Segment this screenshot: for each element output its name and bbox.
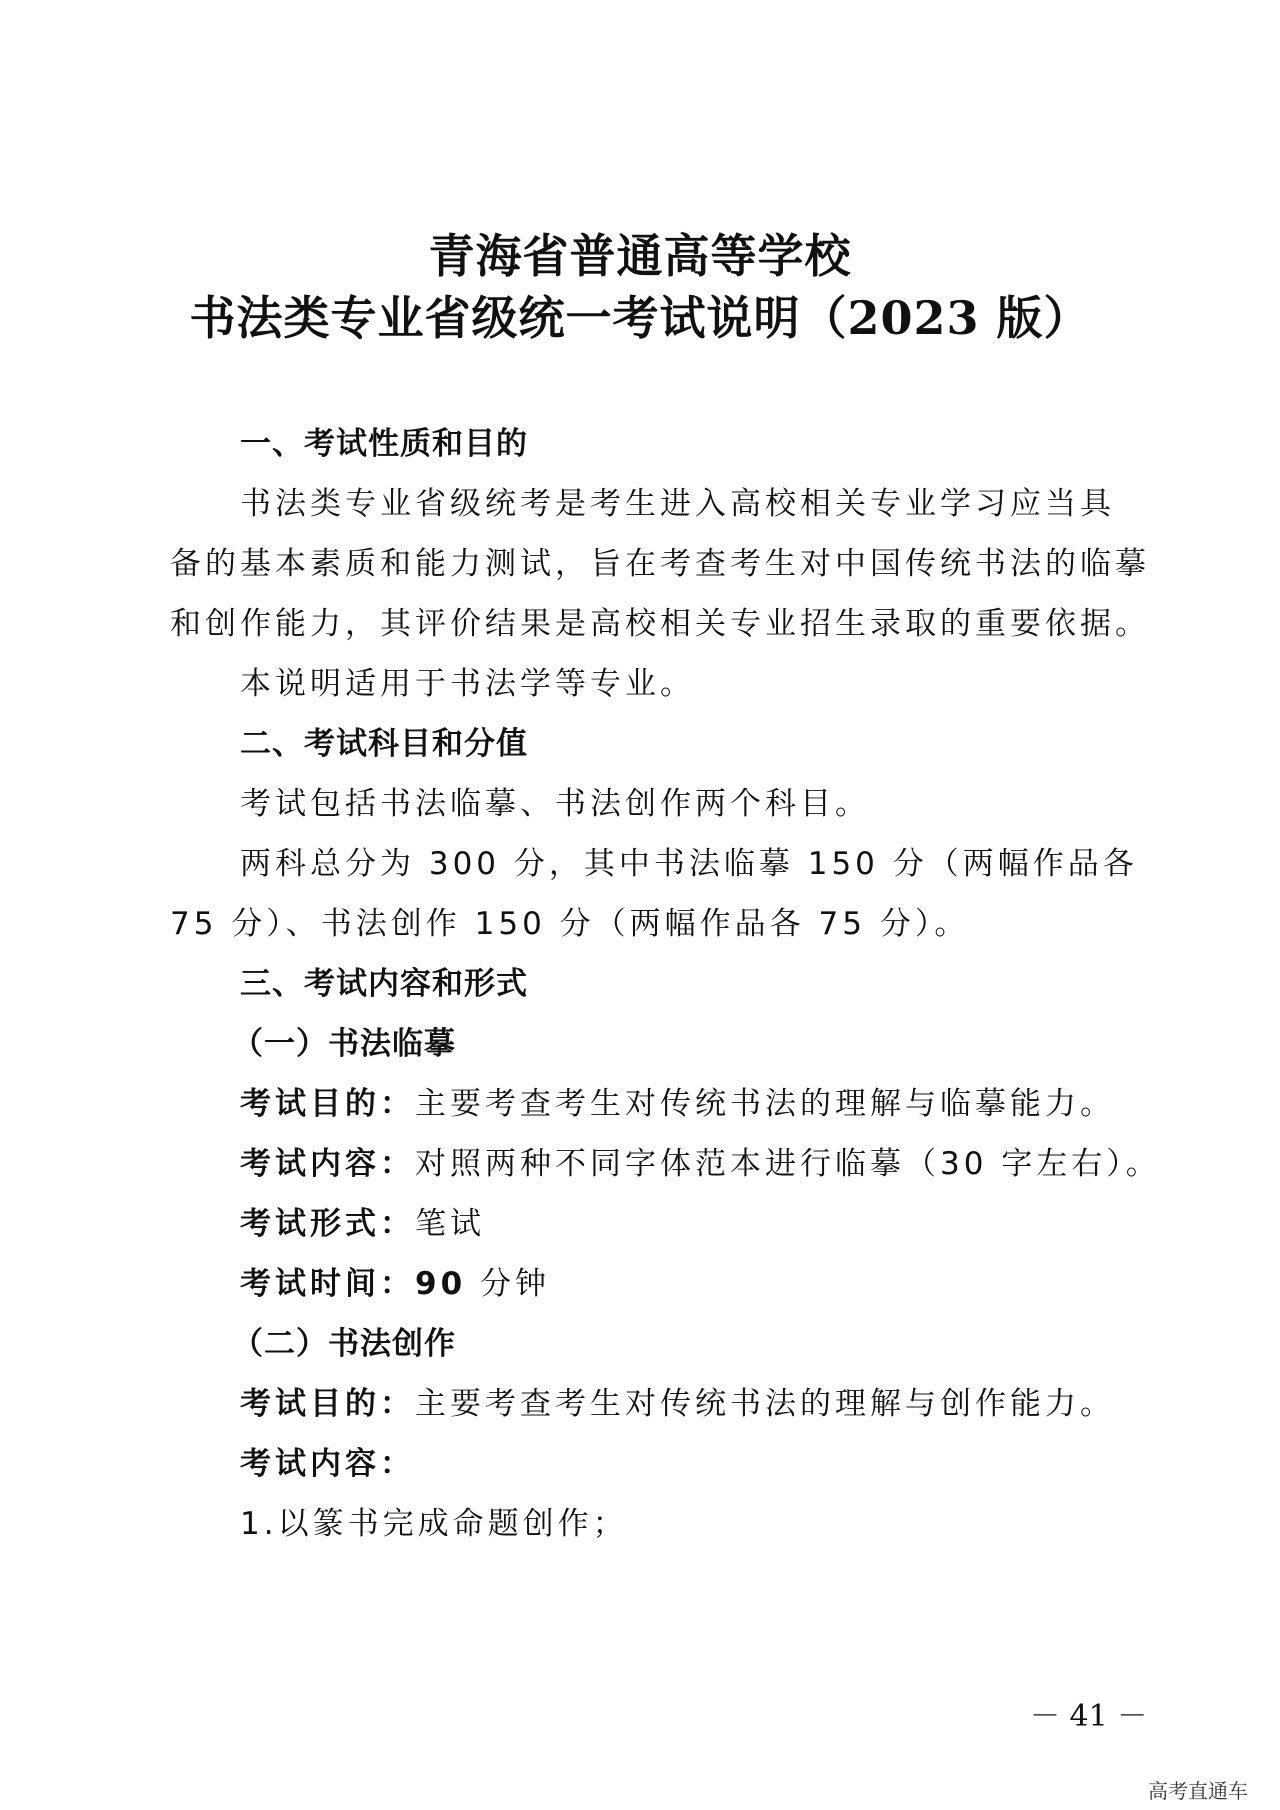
copying-form (240, 1204, 1200, 1244)
section-1-paragraph-1-line-3: 和创作能力，其评价结果是高校相关专业招生录取的重要依据。 (170, 606, 1150, 642)
page-number: － 41 － (1030, 1699, 1148, 1734)
copying-purpose (240, 1084, 1200, 1124)
copying-purpose-label: 考试目的： (240, 1086, 415, 1122)
copying-form-label: 考试形式： (240, 1206, 415, 1242)
section-2-paragraph-2-line-1: 两科总分为 300 分，其中书法临摹 150 分（两幅作品各 (240, 846, 1138, 882)
subsection-calligraphy-copying-heading: （一）书法临摹 (232, 1026, 456, 1062)
copying-time-label: 考试时间： (240, 1266, 415, 1302)
section-1-heading: 一、考试性质和目的 (240, 426, 528, 462)
subsection-calligraphy-creation-heading: （二）书法创作 (232, 1326, 456, 1362)
copying-time-unit: 分钟 (466, 1266, 550, 1302)
creation-content-label: 考试内容： (240, 1446, 415, 1482)
creation-content (240, 1444, 1200, 1484)
document-title-line-2: 书法类专业省级统一考试说明（2023 版） (189, 291, 1091, 345)
copying-purpose-text: 主要考查考生对传统书法的理解与临摹能力。 (415, 1086, 1115, 1122)
copying-content-label: 考试内容： (240, 1146, 415, 1182)
section-2-heading: 二、考试科目和分值 (240, 726, 528, 762)
copying-form-text: 笔试 (415, 1206, 485, 1242)
section-2-paragraph-2-line-2: 75 分）、书法创作 150 分（两幅作品各 75 分）。 (170, 906, 970, 942)
creation-purpose (240, 1384, 1200, 1424)
section-3-heading: 三、考试内容和形式 (240, 966, 528, 1002)
creation-purpose-label: 考试目的： (240, 1386, 415, 1422)
copying-time-value: 90 (415, 1266, 467, 1302)
creation-item-1: 1.以篆书完成命题创作； (240, 1506, 628, 1542)
document-title-line-1: 青海省普通高等学校 (428, 229, 852, 283)
copying-content-text: 对照两种不同字体范本进行临摹（30 字左右）。 (415, 1146, 1161, 1182)
copying-time (240, 1264, 1200, 1304)
section-2-paragraph-1: 考试包括书法临摹、书法创作两个科目。 (240, 786, 870, 822)
section-1-paragraph-1-line-1: 书法类专业省级统考是考生进入高校相关专业学习应当具 (240, 486, 1115, 522)
section-1-paragraph-1-line-2: 备的基本素质和能力测试，旨在考查考生对中国传统书法的临摹 (170, 546, 1150, 582)
copying-content (240, 1144, 1200, 1184)
creation-purpose-text: 主要考查考生对传统书法的理解与创作能力。 (415, 1386, 1115, 1422)
section-1-paragraph-2: 本说明适用于书法学等专业。 (240, 666, 695, 702)
watermark: 高考直通车 (1148, 1779, 1248, 1803)
